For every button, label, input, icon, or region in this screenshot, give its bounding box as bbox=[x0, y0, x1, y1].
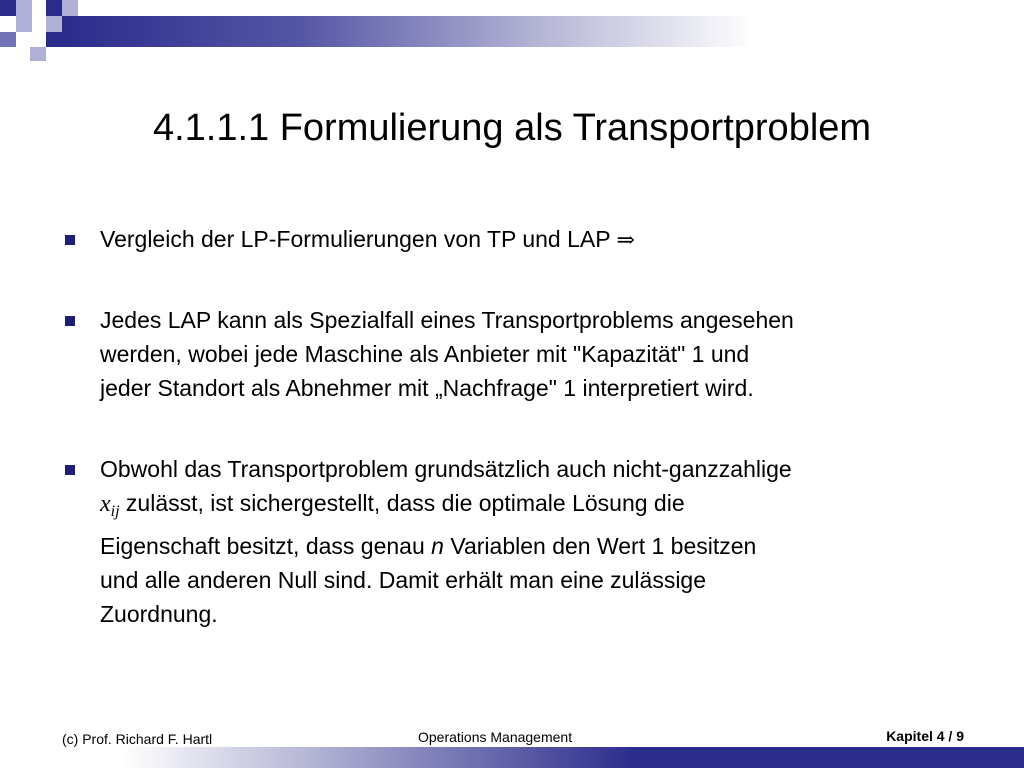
variable-n: n bbox=[431, 533, 444, 559]
footer-author: (c) Prof. Richard F. Hartl bbox=[62, 731, 213, 747]
bullet-square-icon bbox=[65, 316, 75, 326]
bullet-text-line: Zuordnung. bbox=[100, 601, 218, 627]
corner-square bbox=[16, 0, 32, 16]
header-gradient-bar bbox=[62, 16, 1024, 47]
bullet-text: Eigenschaft besitzt, dass genau bbox=[100, 533, 432, 559]
bullet-square-icon bbox=[65, 235, 75, 245]
bullet-item bbox=[100, 452, 980, 631]
bullet-square-icon bbox=[65, 465, 75, 475]
bullet-item bbox=[100, 222, 980, 258]
bullet-text-line: jeder Standort als Abnehmer mit „Nachfrage" 1 interpretiert wird. bbox=[100, 375, 754, 401]
footer-course: Operations Management bbox=[418, 729, 573, 745]
corner-square bbox=[46, 0, 62, 16]
bullet-item bbox=[100, 303, 980, 405]
bullet-text-line: Obwohl das Transportproblem grundsätzlich auch nicht-ganzzahlige bbox=[100, 456, 792, 482]
corner-square bbox=[30, 47, 46, 61]
bullet-text-line: werden, wobei jede Maschine als Anbieter mit "Kapazität" 1 und bbox=[100, 341, 750, 367]
corner-square bbox=[62, 0, 78, 16]
corner-square bbox=[0, 0, 16, 16]
bullet-text-line: Jedes LAP kann als Spezialfall eines Transportproblems angesehen bbox=[100, 307, 794, 333]
footer-chapter: Kapitel 4 / 9 bbox=[886, 728, 964, 744]
bullet-text-line bbox=[100, 486, 980, 529]
slide-title: 4.1.1.1 Formulierung als Transportproblem bbox=[152, 107, 872, 149]
bullet-text: zulässt, ist sichergestellt, dass die optimale Lösung die bbox=[119, 490, 685, 516]
corner-square bbox=[46, 16, 62, 32]
corner-square bbox=[0, 32, 16, 47]
variable-x: x bbox=[100, 491, 111, 517]
bullet-text: Vergleich der LP-Formulierungen von TP und LAP bbox=[100, 226, 611, 252]
variable-subscript: ij bbox=[110, 503, 120, 520]
bullet-text-line bbox=[100, 529, 980, 563]
bullet-text-line: und alle anderen Null sind. Damit erhält man eine zulässige bbox=[100, 567, 707, 593]
corner-square bbox=[46, 32, 62, 47]
corner-square bbox=[32, 16, 46, 32]
bullet-text: Variablen den Wert 1 besitzen bbox=[443, 533, 757, 559]
corner-square bbox=[16, 16, 32, 32]
footer-gradient-bar bbox=[0, 747, 1024, 768]
implies-symbol: ⇒ bbox=[616, 228, 635, 253]
